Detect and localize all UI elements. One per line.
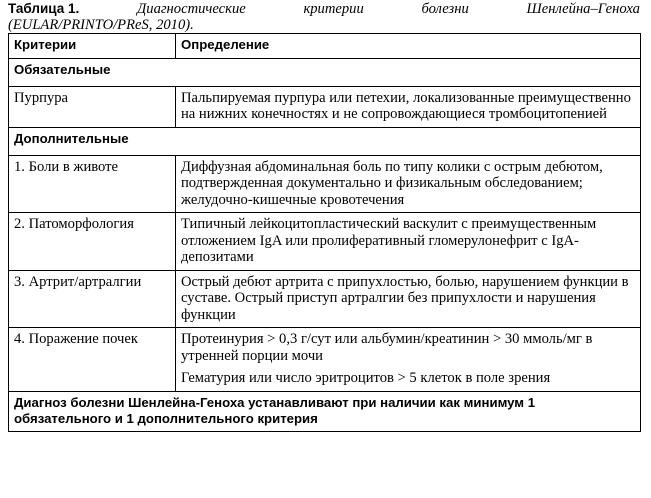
caption-word-3: болезни (421, 1, 469, 17)
definition-part-2: Гематурия или число эритроцитов > 5 клеток в поле зрения (181, 370, 551, 386)
section-row-mandatory (9, 58, 641, 86)
section-title: Обязательные (9, 58, 641, 86)
header-definition: Определение (176, 34, 641, 59)
definition-cell: Типичный лейкоцитопластический васкулит с преимущественным отложением IgA или пролиферативный гломерулонефрит с IgA-депозитами (176, 213, 641, 271)
criterion-cell: Пурпура (9, 86, 176, 127)
definition-cell: Диффузная абдоминальная боль по типу колики с острым дебютом, подтвержденная документально и физикальным обследованием; желудочно-кишечные кровотечения (176, 155, 641, 213)
table-row (9, 270, 641, 328)
diagnosis-note: Диагноз болезни Шенлейна-Геноха устанавливают при наличии как минимум 1 обязательного и 1 дополнительного критерия (9, 391, 641, 431)
definition-cell: Острый дебют артрита с припухлостью, болью, нарушением функции в суставе. Острый приступ артралгии без припухлости и нарушения функции (176, 270, 641, 328)
definition-cell (176, 328, 641, 392)
caption-word-4: Шенлейна–Геноха (526, 1, 640, 17)
header-criteria: Критерии (9, 34, 176, 59)
caption-line-2: (EULAR/PRINTO/PReS, 2010). (8, 17, 194, 33)
table-row (9, 328, 641, 392)
criterion-cell: 2. Патоморфология (9, 213, 176, 271)
caption-line-1 (8, 1, 640, 17)
table-footer-row (9, 391, 641, 431)
criterion-cell: 3. Артрит/артралгии (9, 270, 176, 328)
table-row (9, 86, 641, 127)
caption-word-2: критерии (303, 1, 364, 17)
document-page (8, 0, 640, 432)
caption-word-1: Диагностические (136, 1, 246, 17)
table-row (9, 155, 641, 213)
criterion-cell: 4. Поражение почек (9, 328, 176, 392)
caption-label: Таблица 1. (8, 1, 80, 16)
table-row (9, 213, 641, 271)
definition-cell: Пальпируемая пурпура или петехии, локализованные преимущественно на нижних конечностях и не сопровождающиеся тромбоцитопенией (176, 86, 641, 127)
table-header-row (9, 34, 641, 59)
table-caption (8, 0, 640, 33)
section-title: Дополнительные (9, 127, 641, 155)
criterion-cell: 1. Боли в животе (9, 155, 176, 213)
definition-part-1: Протеинурия > 0,3 г/сут или альбумин/креатинин > 30 ммоль/мг в утренней порции мочи (181, 331, 593, 364)
section-row-additional (9, 127, 641, 155)
criteria-table (8, 33, 641, 432)
